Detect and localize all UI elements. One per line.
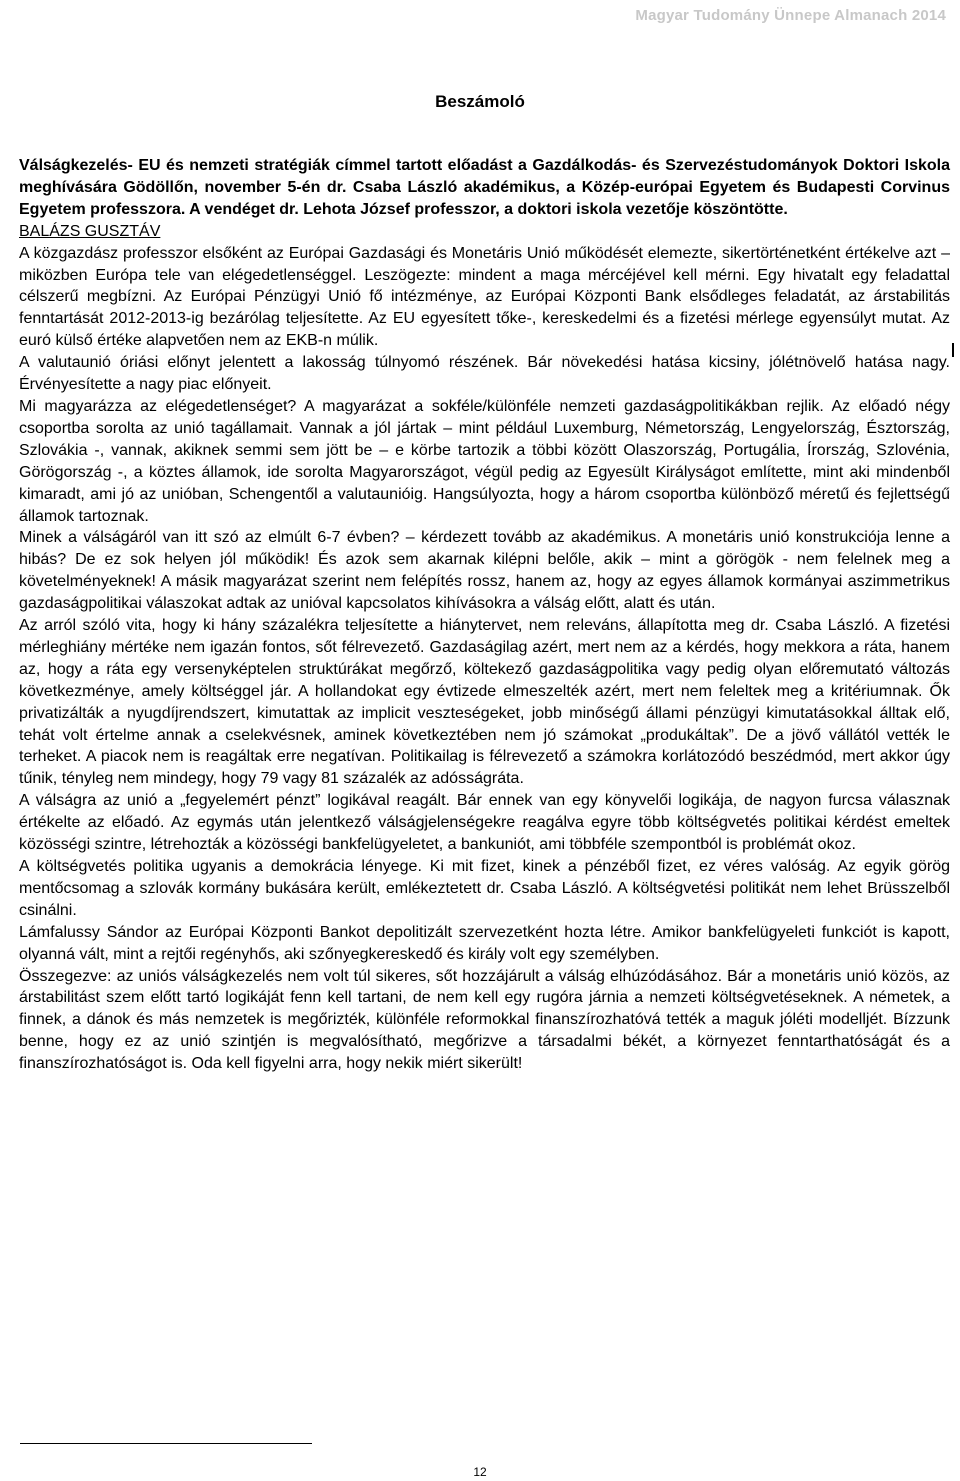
body-paragraph: A közgazdász professzor elsőként az Európai Gazdasági és Monetáris Unió működését elemezte, sikertörténetként értékelve azt – miközben Európa tele van elégedetlenséggel. Leszögezte: mindent a maga mércéjével kell mérni. Egy hivatalt egy feladattal célszerű megbízni. Az Európai Pénzügyi Unió fő intézménye, az Európai Központi Bank elsődleges feladatát, az árstabilitás fenntartását 2012-2013-ig bezárólag teljesítette. Az EU egyesített tőke-, kereskedelmi és a fizetési mérlege egyensúlyt mutat. Az euró külső értéke alapvetően nem az EKB-n múlik. [19, 244, 950, 350]
body-paragraph: A válságra az unió a „fegyelemért pénzt” logikával reagált. Bár ennek van egy könyvelői logikája, de nagyon furcsa válasznak értékelte az előadó. Az egymás után jelentkező válságjelenségekre reagálva egyre több költségvetés politikai kérdést emeltek közösségi szintre, létrehozták a közösségi bankfelügyeletet, a bankuniót, ami többféle szempontból is problémát okoz. [19, 792, 950, 854]
page-number: 12 [473, 1465, 487, 1479]
body-paragraph: Összegezve: az uniós válságkezelés nem volt túl sikeres, sőt hozzájárult a válság elhúzódásához. Bár a monetáris unió közös, az árstabilitást szem előtt tartó logikáját fenn kell tartani, de nem kell egy rugóra járnia a nemzeti költségvetéseknek. A németek, a finnek, a dánok és más nemzetek is megőrizték, különféle reformokkal finanszírozhatóvá tették a maguk jóléti modelljét. Bízzunk benne, hogy ez az unió szintjén is megvalósítható, megőrizve a társadalmi békét, a környezet fenntarthatóságát és a finanszírozhatóságot is. Oda kell figyelni arra, hogy nekik miért sikerült! [19, 967, 950, 1073]
body-paragraph: A valutaunió óriási előnyt jelentett a lakosság túlnyomó részének. Bár növekedési hatása kicsiny, jólétnövelő hatása nagy. Érvényesítette a nagy piac előnyeit. [19, 354, 950, 394]
report-body [19, 155, 950, 1075]
almanac-header-title: Magyar Tudomány Ünnepe Almanach 2014 [635, 7, 946, 24]
author-name: BALÁZS GUSZTÁV [19, 222, 161, 240]
body-paragraph: Minek a válságáról van itt szó az elmúlt 6-7 évben? – kérdezett tovább az akadémikus. A monetáris unió konstrukciója lenne a hibás? De ez sok helyen jól működik! És azok sem akarnak kilépni belőle, akik – mint a görögök - nem felelnek meg a követelményeknek! A másik magyarázat szerint nem felépítés rossz, hanem az, hogy az egyes államok kormányai aszimmetrikus gazdaságpolitikai válaszokat adtak az unióval kapcsolatos kihívásokra a válság előtt, alatt és után. [19, 529, 950, 613]
body-paragraph: Lámfalussy Sándor az Európai Központi Bankot depolitizált szervezetként hozta létre. Amikor bankfelügyeleti funkciót is kapott, olyanná vált, mint a rejtői regényhős, aki szőnyegkereskedő és király volt egy személyben. [19, 923, 950, 963]
body-paragraph: A költségvetés politika ugyanis a demokrácia lényege. Ki mit fizet, kinek a pénzéből fizet, ez véres valóság. Az egyik görög mentőcsomag a szlovák kormány bukására került, emlékeztetett dr. Csaba László. A költségvetési politikát nem lehet Brüsszelből csinálni. [19, 858, 950, 919]
report-heading: Beszámoló [435, 92, 525, 111]
body-paragraph: Az arról szóló vita, hogy ki hány százalékra teljesítette a hiánytervet, nem releváns, állapította meg dr. Csaba László. A fizetési mérleghiány mértéke nem igazán fontos, sőt félrevezető. Gazdaságilag azért, mert nem az a kérdés, hogy mekkora a ráta, hanem az, hogy a ráta egy versenyképtelen struktúrákat megőrző, költekező gazdaságpolitika vagy pedig olyan előremutató változás következménye, amely költséggel jár. A hollandokat egy évtizede elmeszelték azért, mert nem feleltek meg a kritériumnak. Ők privatizálták a nyugdíjrendszert, kimutattak az implicit veszteségeket, jobb minőségű állami pénzügyi kimutatásokkal álltak elő, tehát volt értelme annak a cselekvésnek, aminek következtében nem jó számokat „produkáltak”. De a jövő vállától vették le terheket. A piacok nem is reagáltak erre negatívan. Politikailag is félrevezető a számokra korlátozódó beszédmód, mert akkor úgy tűnik, tényleg nem mindegy, hogy 79 vagy 81 százalék az adósságráta. [19, 617, 950, 788]
intro-paragraph: Válságkezelés- EU és nemzeti stratégiák címmel tartott előadást a Gazdálkodás- és Szervezéstudományok Doktori Iskola meghívására Gödöllőn, november 5-én dr. Csaba László akadémikus, a Közép-európai Egyetem és Budapesti Corvinus Egyetem professzora. A vendéget dr. Lehota József professzor, a doktori iskola vezetője köszöntötte. [19, 157, 950, 218]
body-paragraph: Mi magyarázza az elégedetlenséget? A magyarázat a sokféle/különféle nemzeti gazdaságpolitikákban rejlik. Az előadó négy csoportba sorolta az unió tagállamait. Vannak a jól jártak – mint például Luxemburg, Németország, Lengyelország, Észtország, Szlovákia -, vannak, akiknek semmi sem jött be – e körbe tartozik a többi között Olaszország, Portugália, Írország, Szlovénia, Görögország -, a köztes államok, ide sorolta Magyarországot, végül pedig az Egyesült Királyságot említette, mint aki mindenből kimaradt, ami jó az unióban, Schengentől a valutaunióig. Hangsúlyozta, hogy a három csoportba különböző méretű és fejlettségű államok tartoznak. [19, 397, 950, 525]
footnote-separator [20, 1443, 312, 1444]
margin-mark [952, 343, 954, 357]
